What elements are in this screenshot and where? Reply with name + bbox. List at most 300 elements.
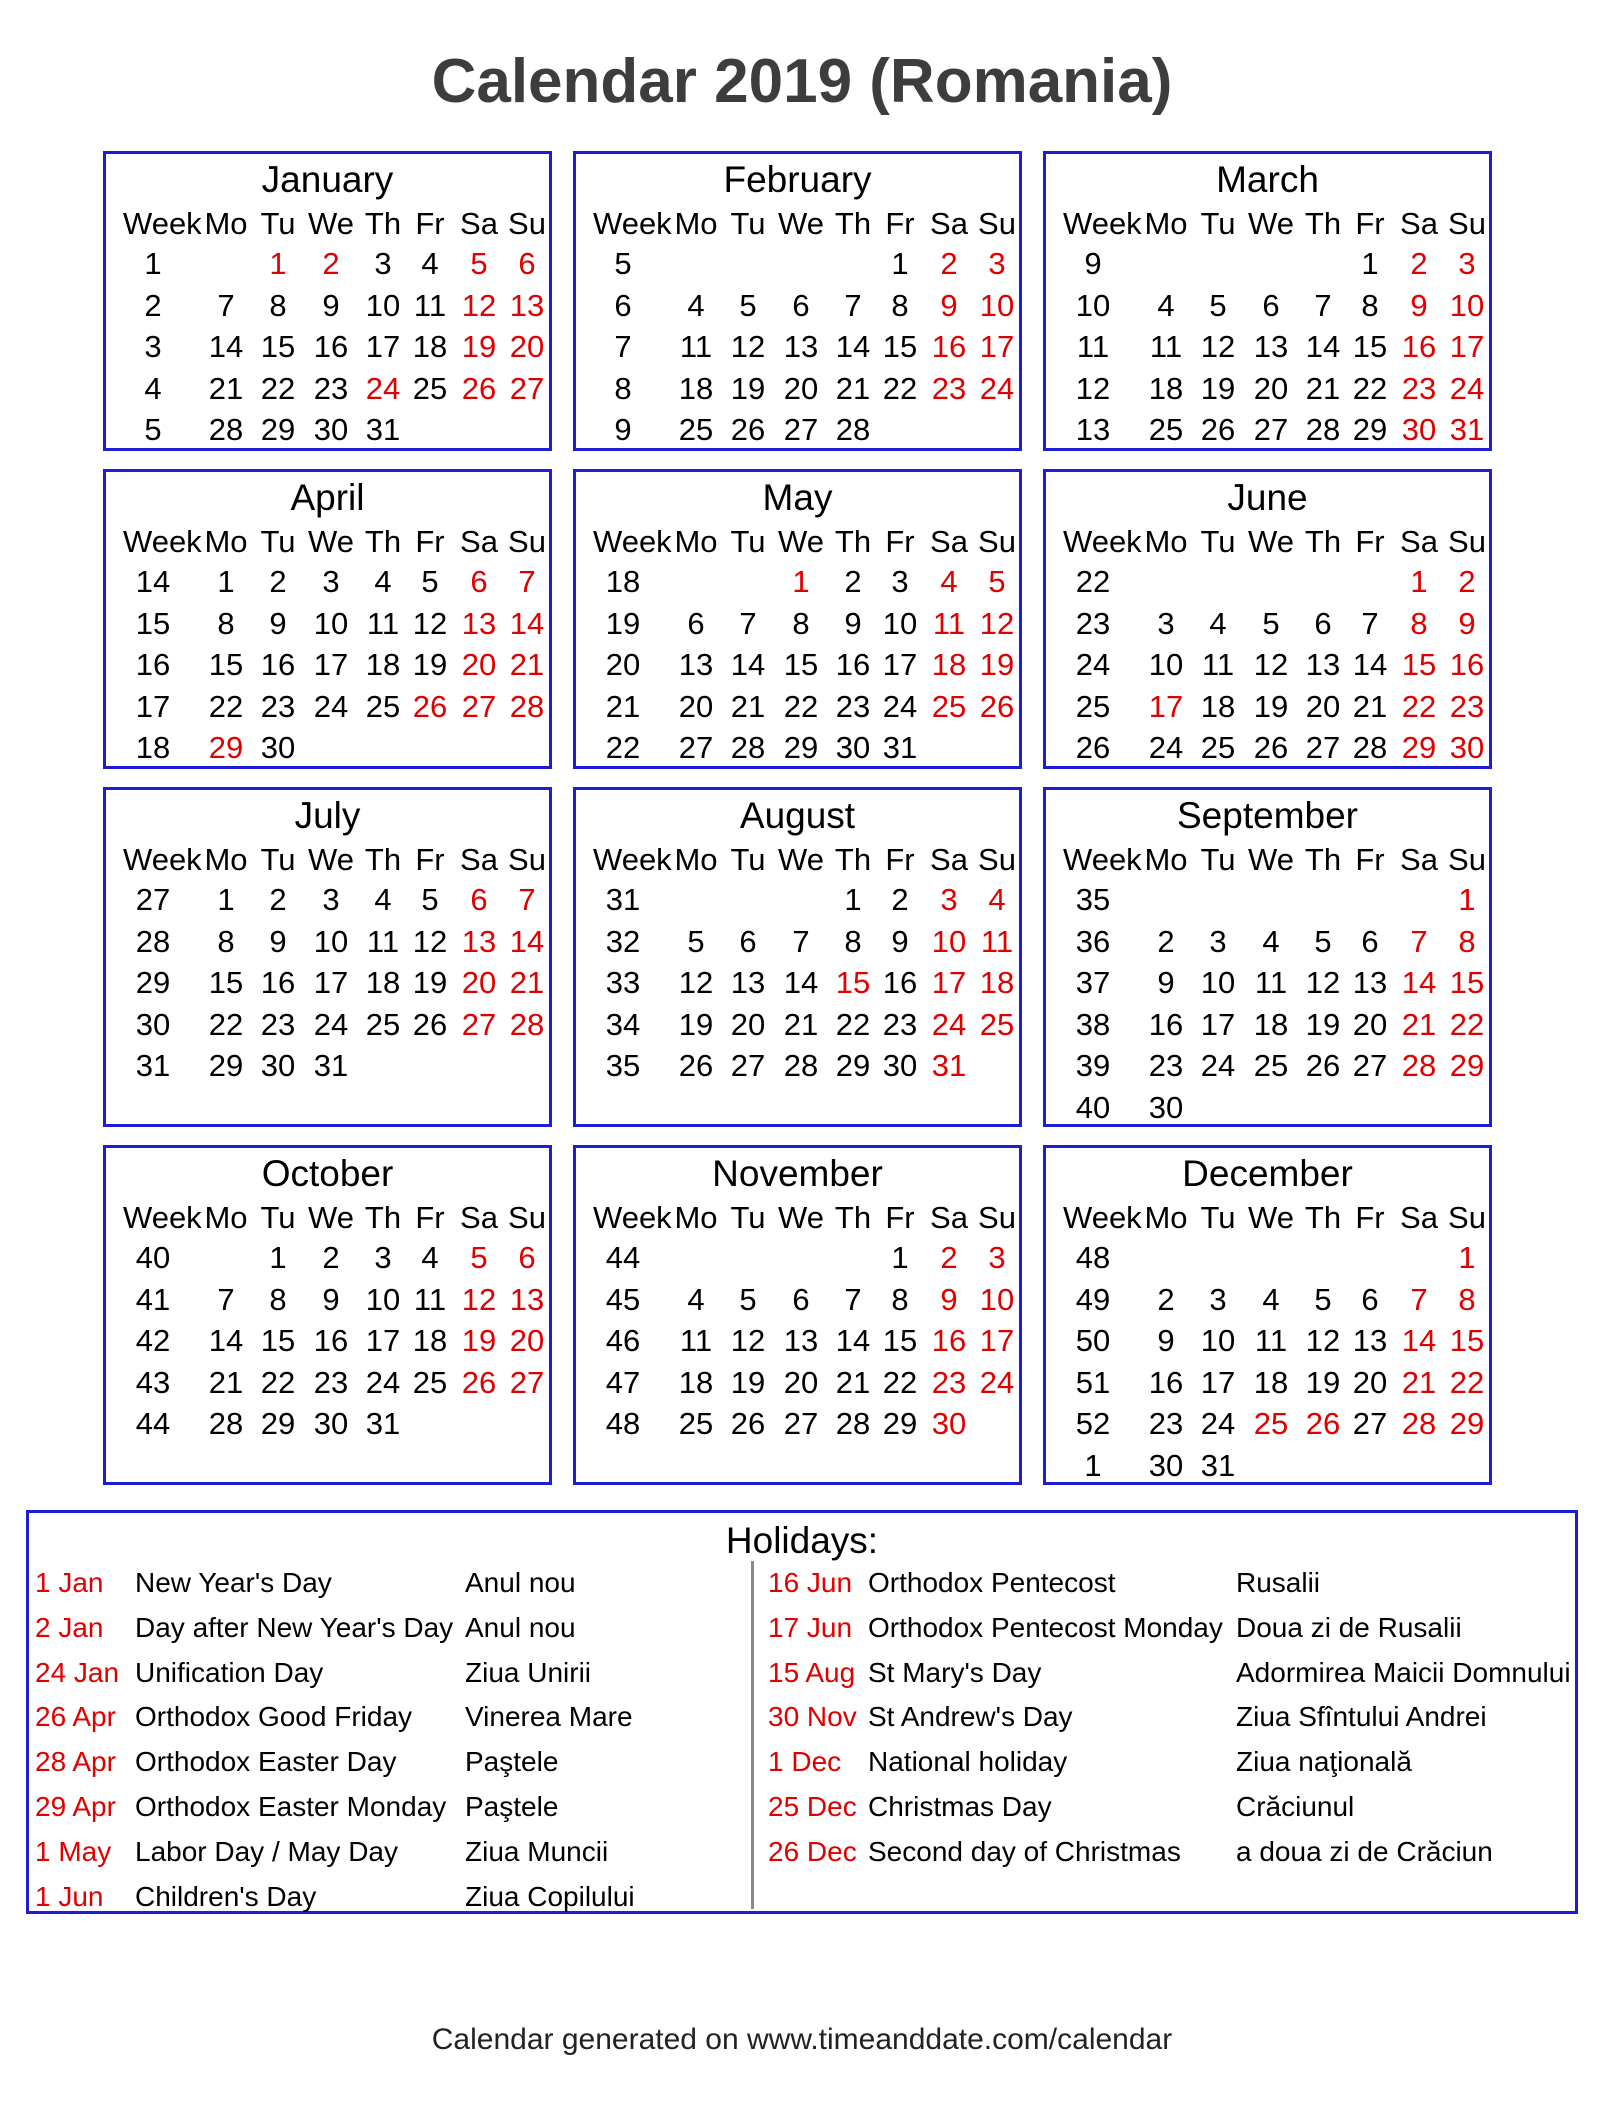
weekday-header: Su [508,524,546,559]
day-cell: 5 [421,882,439,917]
holiday-date: 1 Dec [768,1746,842,1778]
weekday-header: Week [1063,1200,1142,1235]
day-cell: 4 [374,564,392,599]
day-cell: 16 [260,647,296,682]
month-august [573,787,1022,1127]
holiday-date: 1 Jan [35,1567,104,1598]
week-number: 37 [1075,965,1111,1000]
day-cell: 11 [366,605,400,641]
weekday-header: Fr [1355,524,1385,559]
week-number: 10 [1075,287,1111,323]
day-cell: 26 [678,1048,714,1083]
holiday-local-name: Ziua naţională [1236,1746,1412,1778]
day-cell: 7 [739,605,757,641]
week-number: 12 [1075,370,1111,406]
day-cell: 6 [470,882,488,917]
week-number: 40 [1075,1089,1111,1125]
month-november [573,1145,1022,1485]
day-cell: 12 [1305,1323,1341,1358]
day-cell: 2 [844,564,862,599]
day-cell: 19 [730,370,766,406]
day-cell: 29 [260,1406,296,1441]
day-cell: 21 [1401,1006,1437,1042]
week-number: 31 [135,1048,171,1083]
week-number: 17 [135,688,171,724]
day-cell: 18 [931,647,967,682]
day-cell: 2 [1157,1281,1175,1317]
weekday-header: Th [834,842,872,877]
week-number: 19 [605,605,641,641]
day-cell: 30 [931,1406,967,1441]
day-cell: 13 [1305,647,1341,682]
day-cell: 30 [313,1406,349,1441]
week-number: 36 [1075,923,1111,959]
weekday-header: Fr [885,1200,915,1235]
week-number: 1 [144,246,162,281]
weekday-header: Tu [260,1200,296,1235]
day-cell: 5 [739,1281,757,1317]
week-number: 47 [605,1364,641,1400]
day-cell: 17 [1449,329,1485,364]
day-cell: 21 [208,370,244,406]
holiday-date: 16 Jun [768,1567,853,1598]
day-cell: 14 [835,329,871,364]
day-cell: 12 [412,605,448,641]
weekday-header: Tu [260,842,296,877]
day-cell: 20 [1352,1006,1388,1042]
day-cell: 28 [208,1406,244,1441]
day-cell: 6 [739,923,757,959]
weekday-header: Su [1448,842,1486,877]
footer-note: Calendar generated on www.timeanddate.com/calendar [431,2023,1173,2056]
day-cell: 8 [1410,605,1428,641]
day-cell: 17 [313,965,349,1000]
day-cell: 27 [461,688,497,724]
day-cell: 5 [421,564,439,599]
week-number: 3 [144,329,162,364]
month-name: July [294,795,361,836]
day-cell: 24 [1148,730,1184,765]
day-cell: 13 [509,287,545,323]
weekday-header: Sa [460,524,498,559]
week-number: 44 [135,1406,171,1441]
week-number: 32 [605,923,641,959]
day-cell: 22 [1352,370,1388,406]
week-number: 49 [1075,1281,1111,1317]
weekday-header: Fr [415,842,445,877]
holiday-local-name: Paştele [465,1746,559,1778]
weekday-header: Sa [1400,1200,1438,1235]
day-cell: 9 [891,923,909,959]
day-cell: 11 [1201,647,1235,682]
day-cell: 17 [979,1323,1015,1358]
day-cell: 3 [374,246,392,281]
day-cell: 8 [891,287,909,323]
weekday-header: Fr [1355,206,1385,241]
day-cell: 3 [891,564,909,599]
day-cell: 4 [1262,1281,1280,1317]
day-cell: 8 [1361,287,1379,323]
day-cell: 6 [518,1240,536,1275]
day-cell: 23 [313,370,349,406]
day-cell: 28 [1401,1406,1437,1441]
day-cell: 15 [882,1323,918,1358]
weekday-header: Fr [415,524,445,559]
day-cell: 22 [835,1006,871,1042]
month-july [103,787,552,1127]
day-cell: 14 [509,605,545,641]
weekday-header: Su [978,1200,1016,1235]
day-cell: 15 [1449,1323,1485,1358]
day-cell: 18 [678,1364,714,1400]
day-cell: 21 [730,688,766,724]
day-cell: 27 [509,370,545,406]
day-cell: 14 [1305,329,1341,364]
weekday-header: Tu [1200,206,1236,241]
month-name: February [723,159,872,200]
weekday-header: Fr [1355,842,1385,877]
day-cell: 19 [1305,1364,1341,1400]
weekday-header: Su [978,842,1016,877]
day-cell: 7 [217,1281,235,1317]
day-cell: 16 [1148,1364,1184,1400]
weekday-header: Week [123,1200,202,1235]
weekday-header: Th [834,1200,872,1235]
weekday-header: Th [364,1200,402,1235]
day-cell: 5 [470,1240,488,1275]
weekday-header: Tu [1200,1200,1236,1235]
day-cell: 26 [412,688,448,724]
week-number: 40 [135,1240,171,1275]
day-cell: 6 [1314,605,1332,641]
day-cell: 30 [835,730,871,765]
day-cell: 25 [365,688,401,724]
day-cell: 21 [1401,1364,1437,1400]
day-cell: 14 [835,1323,871,1358]
day-cell: 17 [313,647,349,682]
day-cell: 17 [1148,688,1184,724]
day-cell: 20 [461,647,497,682]
day-cell: 27 [1352,1048,1388,1083]
day-cell: 10 [882,605,918,641]
holiday-local-name: a doua zi de Crăciun [1236,1835,1493,1867]
day-cell: 3 [1458,246,1476,281]
day-cell: 1 [1410,564,1428,599]
day-cell: 18 [412,1323,448,1358]
week-number: 35 [1075,882,1111,917]
day-cell: 16 [931,329,967,364]
holiday-date: 15 Aug [768,1656,856,1688]
day-cell: 25 [931,688,967,724]
day-cell: 19 [461,329,497,364]
day-cell: 2 [891,882,909,917]
holiday-local-name: Ziua Muncii [465,1835,609,1867]
week-number: 26 [1075,730,1111,765]
holiday-name: Unification Day [135,1656,324,1688]
holiday-local-name: Crăciunul [1236,1791,1355,1822]
holiday-local-name: Anul nou [465,1611,576,1643]
week-number: 38 [1075,1006,1111,1042]
day-cell: 15 [835,965,871,1000]
week-number: 27 [135,882,171,917]
day-cell: 27 [783,1406,819,1441]
day-cell: 28 [1352,730,1388,765]
day-cell: 23 [1148,1048,1184,1083]
weekday-header: We [308,1200,354,1235]
day-cell: 26 [461,370,497,406]
day-cell: 16 [931,1323,967,1358]
day-cell: 4 [421,246,439,281]
week-number: 6 [614,287,632,323]
weekday-header: Mo [1144,206,1188,241]
weekday-header: We [1248,524,1294,559]
day-cell: 12 [730,1323,766,1358]
day-cell: 18 [1253,1364,1289,1400]
day-cell: 25 [1148,412,1184,447]
day-cell: 14 [208,1323,244,1358]
week-number: 22 [1075,564,1111,599]
day-cell: 2 [1157,923,1175,959]
week-number: 21 [605,688,641,724]
weekday-header: Sa [1400,842,1438,877]
week-number: 14 [135,564,171,599]
weekday-header: Tu [1200,842,1236,877]
week-number: 5 [614,246,632,281]
day-cell: 22 [1401,688,1437,724]
day-cell: 19 [730,1364,766,1400]
weekday-header: Sa [460,842,498,877]
weekday-header: We [1248,842,1294,877]
day-cell: 3 [374,1240,392,1275]
day-cell: 25 [979,1006,1015,1042]
day-cell: 5 [1314,1281,1332,1317]
day-cell: 11 [1254,1323,1288,1358]
weekday-header: Week [1063,206,1142,241]
day-cell: 13 [509,1281,545,1317]
day-cell: 7 [844,287,862,323]
weekday-header: Week [593,206,672,241]
day-cell: 27 [509,1364,545,1400]
week-number: 41 [135,1281,171,1317]
weekday-header: Fr [885,842,915,877]
week-number: 18 [605,564,641,599]
day-cell: 9 [844,605,862,641]
day-cell: 2 [1458,564,1476,599]
day-cell: 3 [940,882,958,917]
day-cell: 28 [208,412,244,447]
day-cell: 26 [412,1006,448,1042]
holiday-name: St Mary's Day [868,1656,1042,1688]
weekday-header: Mo [674,842,718,877]
day-cell: 4 [1262,923,1280,959]
day-cell: 22 [1449,1006,1485,1042]
day-cell: 29 [1449,1048,1485,1083]
day-cell: 18 [1148,370,1184,406]
month-april [103,469,552,769]
day-cell: 28 [730,730,766,765]
day-cell: 10 [979,287,1015,323]
day-cell: 9 [1410,287,1428,323]
day-cell: 10 [1200,965,1236,1000]
day-cell: 18 [1200,688,1236,724]
day-cell: 1 [269,1240,287,1275]
day-cell: 18 [678,370,714,406]
weekday-header: Sa [930,842,968,877]
day-cell: 7 [518,882,536,917]
weekday-header: Th [364,206,402,241]
day-cell: 17 [882,647,918,682]
holiday-date: 26 Apr [35,1701,116,1733]
day-cell: 27 [1253,412,1289,447]
day-cell: 16 [835,647,871,682]
weekday-header: We [1248,1200,1294,1235]
day-cell: 7 [792,923,810,959]
day-cell: 13 [461,923,497,959]
month-september [1043,787,1492,1127]
day-cell: 15 [208,647,244,682]
day-cell: 1 [269,246,287,281]
day-cell: 7 [217,287,235,323]
holiday-date: 2 Jan [35,1611,104,1643]
day-cell: 7 [1361,605,1379,641]
weekday-header: We [778,206,824,241]
day-cell: 10 [1449,287,1485,323]
holiday-name: Christmas Day [868,1791,1052,1822]
day-cell: 9 [1157,965,1175,1000]
day-cell: 29 [260,412,296,447]
holiday-name: Orthodox Good Friday [135,1701,413,1733]
day-cell: 3 [988,1240,1006,1275]
weekday-header: We [1248,206,1294,241]
weekday-header: We [308,206,354,241]
month-name: September [1177,795,1358,836]
day-cell: 23 [260,1006,296,1042]
month-december [1043,1145,1492,1485]
weekday-header: Tu [730,524,766,559]
day-cell: 1 [844,882,862,917]
weekday-header: Sa [930,524,968,559]
day-cell: 6 [792,287,810,323]
day-cell: 19 [979,647,1015,682]
day-cell: 31 [931,1048,967,1083]
day-cell: 5 [470,246,488,281]
day-cell: 13 [783,1323,819,1358]
day-cell: 14 [1352,647,1388,682]
weekday-header: Mo [1144,842,1188,877]
weekday-header: Th [1304,1200,1342,1235]
day-cell: 11 [679,1323,713,1358]
weekday-header: Sa [460,206,498,241]
day-cell: 16 [1401,329,1437,364]
day-cell: 29 [882,1406,918,1441]
day-cell: 27 [461,1006,497,1042]
day-cell: 16 [313,329,349,364]
day-cell: 10 [1200,1323,1236,1358]
day-cell: 28 [1401,1048,1437,1083]
day-cell: 19 [412,647,448,682]
day-cell: 2 [269,564,287,599]
week-number: 50 [1075,1323,1111,1358]
day-cell: 16 [882,965,918,1000]
day-cell: 16 [1148,1006,1184,1042]
day-cell: 24 [1200,1406,1236,1441]
holiday-name: Orthodox Pentecost Monday [868,1611,1223,1643]
month-january [103,151,552,451]
day-cell: 8 [269,1281,287,1317]
day-cell: 12 [1253,647,1289,682]
holiday-date: 1 Jun [35,1880,104,1912]
day-cell: 16 [1449,647,1485,682]
day-cell: 11 [932,605,966,641]
day-cell: 19 [678,1006,714,1042]
week-number: 7 [614,329,632,364]
day-cell: 3 [322,882,340,917]
week-number: 11 [1076,329,1110,364]
day-cell: 18 [1253,1006,1289,1042]
day-cell: 10 [365,1281,401,1317]
day-cell: 14 [208,329,244,364]
day-cell: 10 [313,605,349,641]
holiday-local-name: Vinerea Mare [465,1701,633,1733]
day-cell: 8 [891,1281,909,1317]
day-cell: 1 [1361,246,1379,281]
day-cell: 10 [979,1281,1015,1317]
day-cell: 22 [1449,1364,1485,1400]
day-cell: 19 [1305,1006,1341,1042]
month-name: December [1182,1153,1353,1194]
day-cell: 21 [835,370,871,406]
weekday-header: Week [123,842,202,877]
day-cell: 28 [835,1406,871,1441]
day-cell: 17 [1200,1006,1236,1042]
day-cell: 20 [678,688,714,724]
day-cell: 29 [1352,412,1388,447]
holiday-name: New Year's Day [135,1567,332,1598]
day-cell: 12 [678,965,714,1000]
day-cell: 13 [1352,1323,1388,1358]
day-cell: 3 [322,564,340,599]
holiday-local-name: Adormirea Maicii Domnului [1236,1656,1571,1688]
month-february [573,151,1022,451]
weekday-header: Th [834,524,872,559]
day-cell: 30 [260,730,296,765]
week-number: 46 [605,1323,641,1358]
day-cell: 6 [518,246,536,281]
weekday-header: Week [1063,842,1142,877]
week-number: 13 [1075,412,1111,447]
day-cell: 8 [1458,923,1476,959]
day-cell: 16 [313,1323,349,1358]
week-number: 23 [1075,605,1111,641]
weekday-header: Su [1448,1200,1486,1235]
weekday-header: Th [364,842,402,877]
day-cell: 20 [1253,370,1289,406]
day-cell: 13 [1352,965,1388,1000]
weekday-header: Th [1304,524,1342,559]
day-cell: 4 [374,882,392,917]
day-cell: 5 [1262,605,1280,641]
day-cell: 12 [412,923,448,959]
day-cell: 26 [461,1364,497,1400]
day-cell: 25 [1253,1406,1289,1441]
day-cell: 19 [412,965,448,1000]
day-cell: 25 [412,1364,448,1400]
day-cell: 24 [1449,370,1485,406]
day-cell: 14 [1401,1323,1437,1358]
weekday-header: Fr [415,206,445,241]
week-number: 18 [135,730,171,765]
month-name: April [290,477,365,518]
